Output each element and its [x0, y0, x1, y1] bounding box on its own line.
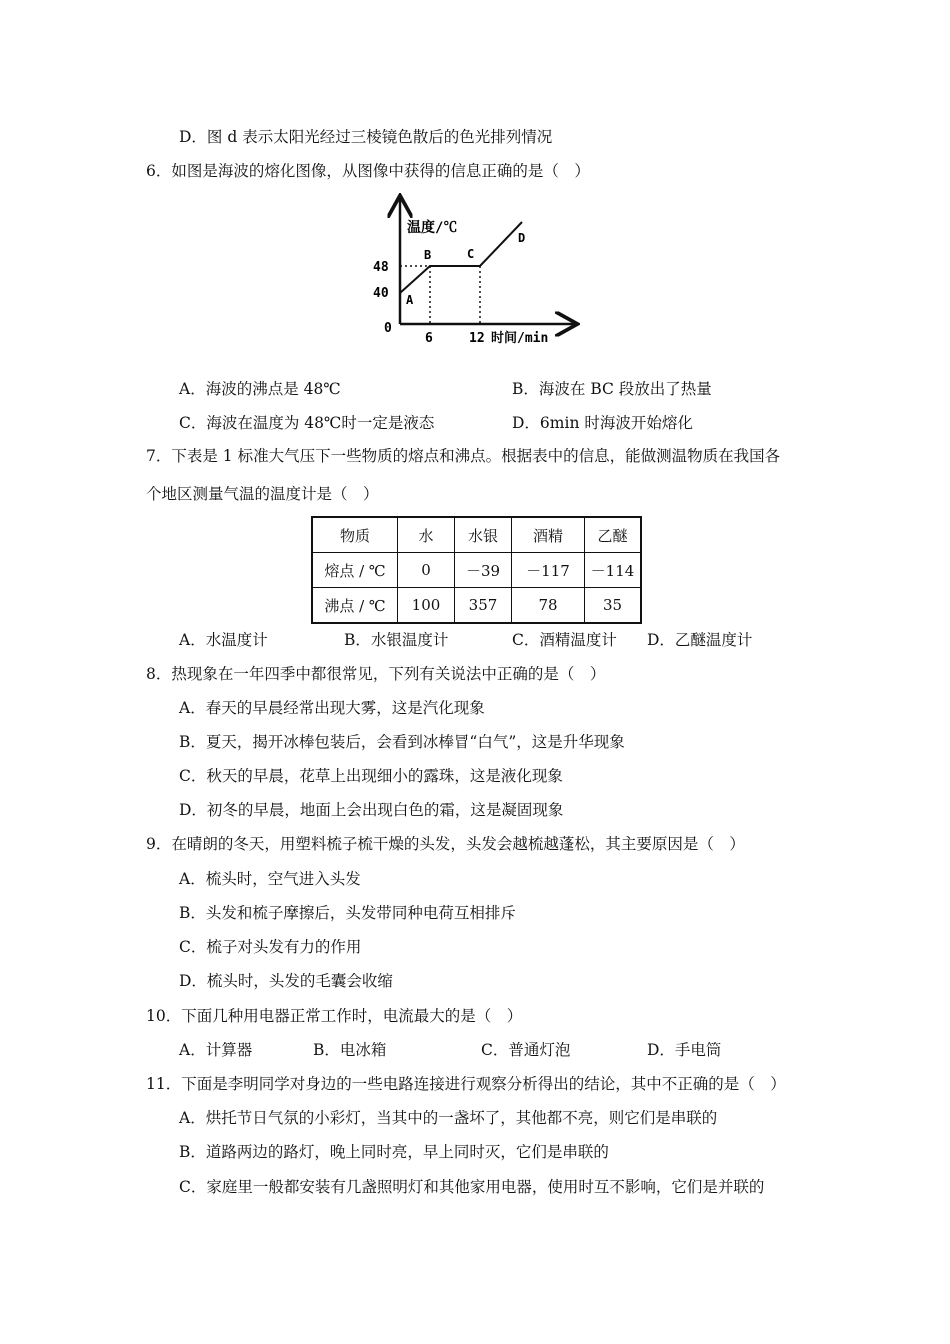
- q8-option-b: B．夏天，揭开冰棒包装后，会看到冰棒冒“白气”，这是升华现象: [179, 733, 625, 751]
- point-c-label: C: [467, 247, 475, 261]
- q11-option-c: C．家庭里一般都安装有几盏照明灯和其他家用电器，使用时互不影响，它们是并联的: [179, 1178, 765, 1196]
- q7-option-b: B．水银温度计: [344, 631, 449, 649]
- y-tick-40: 40: [373, 286, 389, 301]
- table-cell: －114: [585, 553, 642, 588]
- table-cell: 35: [585, 588, 642, 624]
- q8-stem: 8．热现象在一年四季中都很常见，下列有关说法中正确的是（ ）: [146, 665, 606, 683]
- properties-table: [311, 516, 642, 624]
- table-header-row: [312, 517, 641, 553]
- x-tick-6: 6: [425, 331, 433, 346]
- table-row: [312, 588, 641, 624]
- x-tick-12: 12: [469, 331, 485, 346]
- y-tick-48: 48: [373, 260, 389, 275]
- q8-option-d: D．初冬的早晨，地面上会出现白色的霜，这是凝固现象: [179, 801, 564, 819]
- q7-stem-line2: 个地区测量气温的温度计是（ ）: [146, 485, 379, 503]
- q8-option-c: C．秋天的早晨，花草上出现细小的露珠，这是液化现象: [179, 767, 563, 785]
- q10-option-a: A．计算器: [179, 1041, 253, 1059]
- table-cell: 熔点 / ℃: [312, 553, 398, 588]
- q11-stem: 11．下面是李明同学对身边的一些电路连接进行观察分析得出的结论，其中不正确的是（ ）: [146, 1075, 786, 1093]
- x-axis-label: 时间/min: [491, 331, 549, 346]
- table-cell: 0: [398, 553, 455, 588]
- table-header-cell: 乙醚: [585, 517, 642, 553]
- point-b-label: B: [424, 248, 432, 262]
- q7-option-d: D．乙醚温度计: [647, 631, 753, 649]
- origin-label: 0: [384, 321, 392, 336]
- q11-option-b: B．道路两边的路灯，晚上同时亮，早上同时灭，它们是串联的: [179, 1143, 609, 1161]
- melting-graph: [365, 192, 585, 352]
- q10-option-c: C．普通灯泡: [481, 1041, 571, 1059]
- table-cell: 357: [455, 588, 512, 624]
- table-header-cell: 水银: [455, 517, 512, 553]
- table-cell: 100: [398, 588, 455, 624]
- q9-option-b: B．头发和梳子摩擦后，头发带同种电荷互相排斥: [179, 904, 516, 922]
- q7-option-c: C．酒精温度计: [512, 631, 617, 649]
- point-d-label: D: [518, 231, 526, 245]
- table-cell: －39: [455, 553, 512, 588]
- q6-option-c: C．海波在温度为 48℃时一定是液态: [179, 414, 435, 432]
- q9-stem: 9．在晴朗的冬天，用塑料梳子梳干燥的头发，头发会越梳越蓬松，其主要原因是（ ）: [146, 835, 745, 853]
- table-header-cell: 水: [398, 517, 455, 553]
- table-header-cell: 物质: [312, 517, 398, 553]
- table-header-cell: 酒精: [512, 517, 585, 553]
- table-cell: 沸点 / ℃: [312, 588, 398, 624]
- q10-stem: 10．下面几种用电器正常工作时，电流最大的是（ ）: [146, 1007, 523, 1025]
- q9-option-a: A．梳头时，空气进入头发: [179, 870, 361, 888]
- table-cell: 78: [512, 588, 585, 624]
- q5-option-d: D．图 d 表示太阳光经过三棱镜色散后的色光排列情况: [179, 128, 553, 146]
- q11-option-a: A．烘托节日气氛的小彩灯，当其中的一盏坏了，其他都不亮，则它们是串联的: [179, 1109, 718, 1127]
- point-a-label: A: [406, 293, 414, 307]
- q6-option-a: A．海波的沸点是 48℃: [179, 380, 341, 398]
- q10-option-b: B．电冰箱: [313, 1041, 387, 1059]
- q9-option-d: D．梳头时，头发的毛囊会收缩: [179, 972, 393, 990]
- y-axis-label: 温度/℃: [407, 220, 458, 236]
- q9-option-c: C．梳子对头发有力的作用: [179, 938, 362, 956]
- q10-option-d: D．手电筒: [647, 1041, 722, 1059]
- table-cell: －117: [512, 553, 585, 588]
- q6-stem: 6．如图是海波的熔化图像，从图像中获得的信息正确的是（ ）: [146, 162, 590, 180]
- q8-option-a: A．春天的早晨经常出现大雾，这是汽化现象: [179, 699, 485, 717]
- table-row: [312, 553, 641, 588]
- q7-option-a: A．水温度计: [179, 631, 268, 649]
- q6-option-b: B．海波在 BC 段放出了热量: [512, 380, 712, 398]
- q7-stem-line1: 7．下表是 1 标准大气压下一些物质的熔点和沸点。根据表中的信息，能做测温物质在我国各: [146, 447, 781, 465]
- q6-option-d: D．6min 时海波开始熔化: [512, 414, 693, 432]
